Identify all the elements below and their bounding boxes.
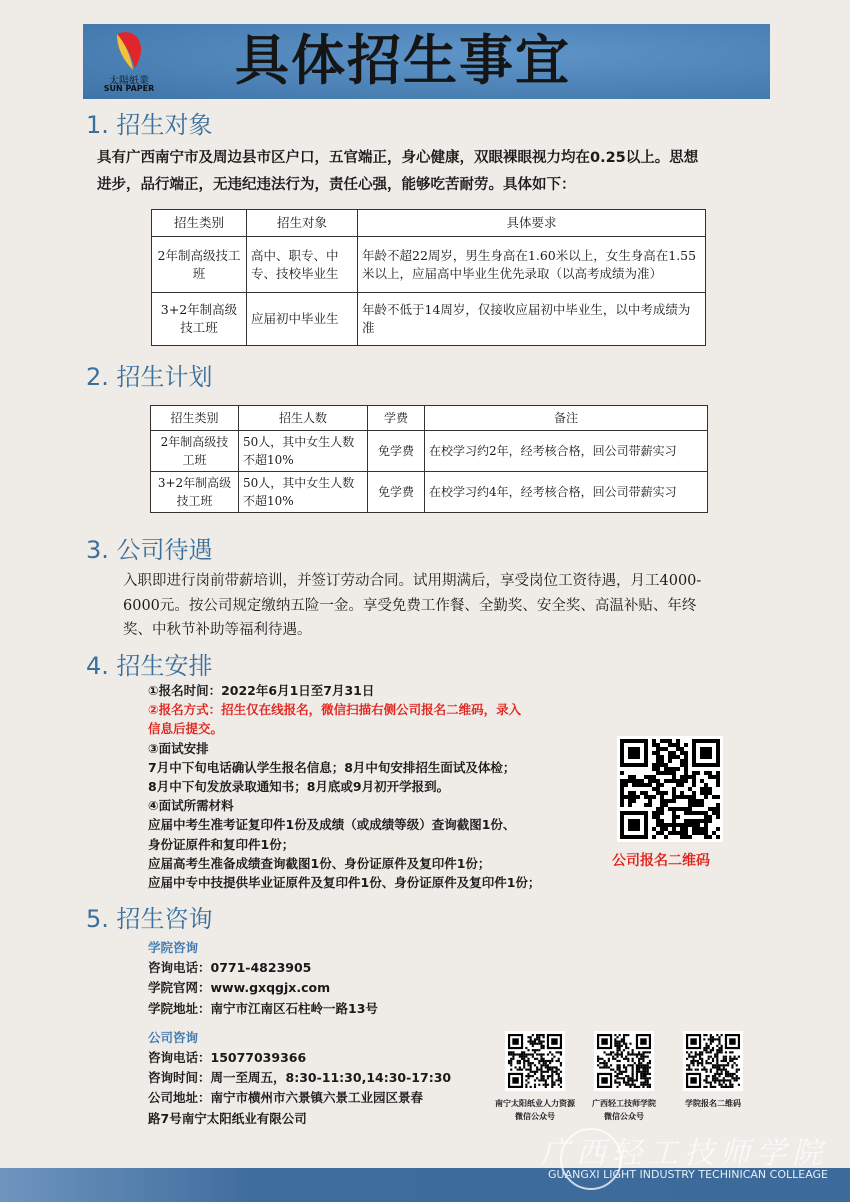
benefits-text: 入职即进行岗前带薪培训，并签订劳动合同。试用期满后，享受岗位工资待遇，月工4000-6000元。按公司规定缴纳五险一金。享受免费工作餐、全勤奖、安全奖、高温补贴、年终奖、中秋节补助等福利待遇。 — [123, 573, 702, 638]
plan-table: 招生类别 招生人数 学费 备注 2年制高级技工班 50人，其中女生人数不超10% 免学费 在校学习约2年，经考核合格，回公司带薪实习 3+2年制高级技工班 50人，其中女生人数不超10% 免学费 在校学习约4年，经考核合格，回公司带薪实习 — [150, 405, 708, 513]
section-heading: 3. 公司待遇 — [86, 536, 213, 564]
qr-label: 公司报名二维码 — [612, 853, 710, 869]
qr-code-icon — [617, 736, 723, 842]
target-table: 招生类别 招生对象 具体要求 2年制高级技工班 高中、职专、中专、技校毕业生 年龄不超22周岁，男生身高在1.60米以上，女生身高在1.55米以上，应届高中毕业生优先录取（以高考成绩为准） 3+2年制高级技工班 应届初中毕业生 年龄不低于14周岁，仅接收应届初中毕业生，以中考成绩为准 — [151, 209, 706, 346]
sun-paper-logo: 太陽紙業 SUN PAPER — [97, 28, 157, 94]
table-row: 3+2年制高级技工班 应届初中毕业生 年龄不低于14周岁，仅接收应届初中毕业生，以中考成绩为准 — [152, 293, 706, 346]
schedule-list: ①报名时间：2022年6月1日至7月31日 ②报名方式：招生仅在线报名，微信扫描右侧公司报名二维码，录入 信息后提交。 ③面试安排 7月中下旬电话确认学生报名信息；8月中旬安排招生面试及体检； 8月中下旬发放录取通知书；8月底或9月初开学报到。 ④面试所需材料 应届中考生准考证复印件1份及成绩（或成绩等级）查询截图1份、 身份证原件和复印件1份； 应届高考生准备成绩查询截图1份、身份证原件及复印件1份； 应届中专中技提供毕业证原件及复印件1份、身份证原件及复印件1份； — [148, 683, 541, 891]
qr-card: 南宁太阳纸业人力资源 微信公众号 — [485, 1031, 585, 1123]
section-heading: 2. 招生计划 — [86, 363, 213, 391]
intro-text: 具有广西南宁市及周边县市区户口，五官端正，身心健康，双眼裸眼视力均在0.25以上。思想 进步，品行端正，无违纪违法行为，责任心强，能够吃苦耐劳。具体如下： — [97, 150, 699, 193]
qr-code-icon — [505, 1031, 565, 1091]
section-heading: 1. 招生对象 — [86, 111, 213, 139]
qr-code-icon — [594, 1031, 654, 1091]
table-row: 2年制高级技工班 高中、职专、中专、技校毕业生 年龄不超22周岁，男生身高在1.60米以上，女生身高在1.55米以上，应届高中毕业生优先录取（以高考成绩为准） — [152, 237, 706, 293]
section-heading: 4. 招生安排 — [86, 652, 213, 680]
table-row: 3+2年制高级技工班 50人，其中女生人数不超10% 免学费 在校学习约4年，经考核合格，回公司带薪实习 — [151, 472, 708, 513]
college-name-en: GUANGXI LIGHT INDUSTRY TECHINICAN COLLEAGE — [548, 1168, 828, 1181]
qr-card: 学院报名二维码 — [663, 1031, 763, 1110]
college-contact: 学院咨询 咨询电话：0771-4823905 学院官网：www.gxqgjx.com 学院地址：南宁市江南区石柱岭一路13号 公司咨询 咨询电话：15077039366 咨询时间：周一至周五，8:30-11:30,14:30-17:30 公司地址：南宁市横州市六景镇六景工业园区景春 路7号南宁太阳纸业有限公司 — [148, 940, 452, 1126]
qr-card: 广西轻工技师学院 微信公众号 — [574, 1031, 674, 1123]
section-heading: 5. 招生咨询 — [86, 905, 213, 933]
header-banner — [83, 24, 770, 99]
college-watermark: 广西轻工技师学院 — [540, 1136, 828, 1171]
table-row: 2年制高级技工班 50人，其中女生人数不超10% 免学费 在校学习约2年，经考核合格，回公司带薪实习 — [151, 431, 708, 472]
page-title: 具体招生事宜 — [235, 29, 571, 92]
qr-code-icon — [683, 1031, 743, 1091]
